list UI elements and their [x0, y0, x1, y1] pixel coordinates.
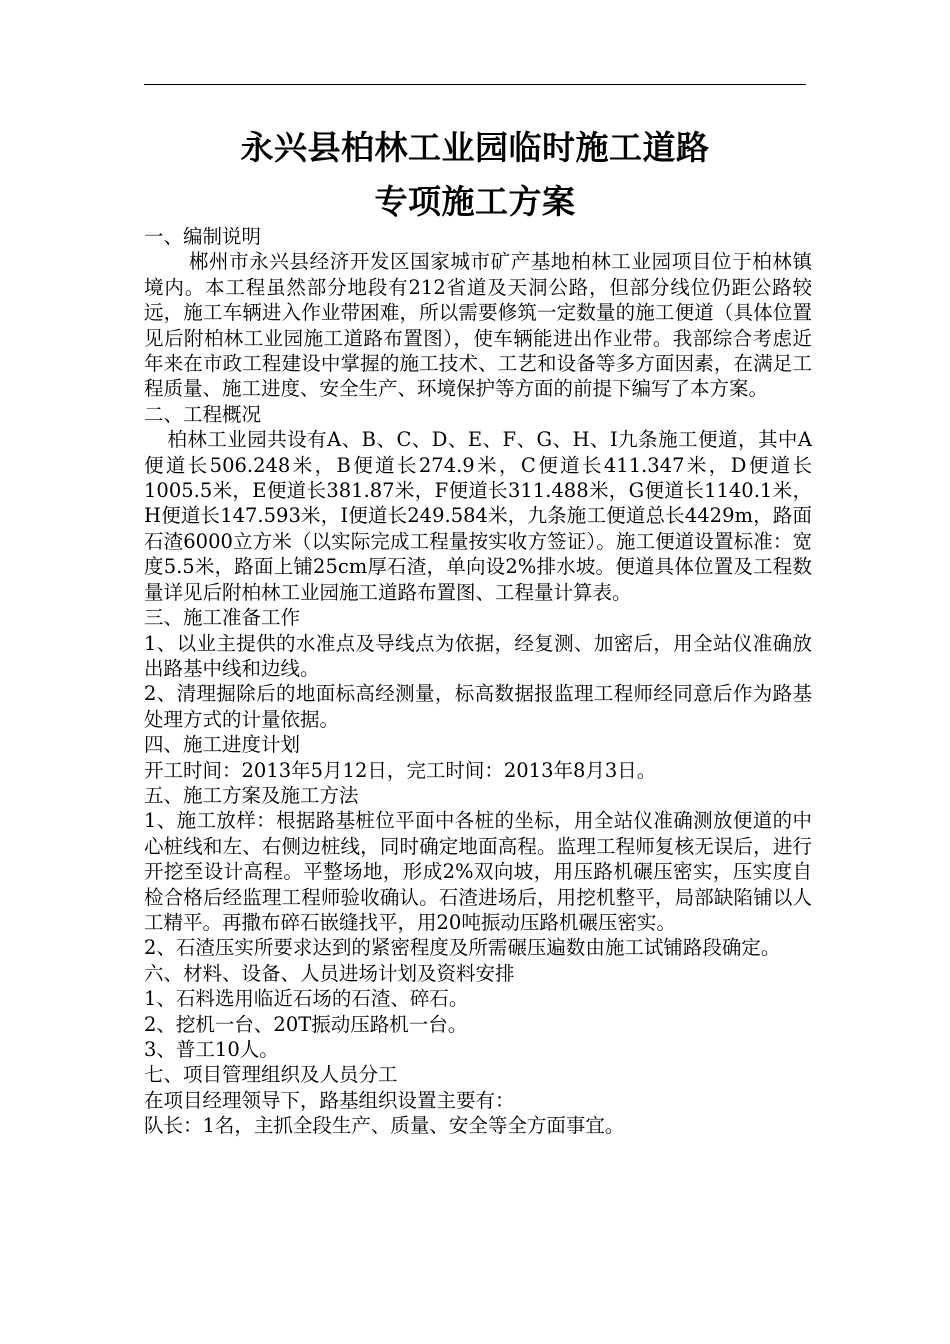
section-heading-7: 七、项目管理组织及人员分工 — [144, 1063, 398, 1087]
section-heading-3: 三、施工准备工作 — [144, 606, 301, 630]
section-heading-2: 二、工程概况 — [144, 402, 262, 426]
header-rule — [144, 84, 806, 85]
section-5-item-2: 2、石渣压实所要求达到的紧密程度及所需碾压遍数由施工试铺路段确定。 — [144, 936, 781, 960]
section-heading-1: 一、编制说明 — [144, 225, 262, 248]
section-7-item-2: 队长：1名，主抓全段生产、质量、安全等全方面事宜。 — [144, 1114, 625, 1138]
section-6-item-2: 2、挖机一台、20T振动压路机一台。 — [144, 1012, 468, 1036]
document-title-line2: 专项施工方案 — [374, 182, 576, 221]
section-4-schedule: 开工时间：2013年5月12日，完工时间：2013年8月3日。 — [144, 758, 657, 782]
section-1-paragraph: 郴州市永兴县经济开发区国家城市矿产基地柏林工业园项目位于柏林镇境内。本工程虽然部分地段有212省道及天洞公路，但部分线位仍距公路较远，施工车辆进入作业带困难，所以需要修筑一定数量的施工便道（具体位置见后附柏林工业园施工道路布置图），使车辆能进出作业带。我部综合考虑近年来在市政工程建设中掌握的施工技术、工艺和设备等多方面因素，在满足工程质量、施工进度、安全生产、环境保护等方面的前提下编写了本方案。 — [144, 250, 812, 401]
section-heading-5: 五、施工方案及施工方法 — [144, 783, 359, 807]
document-body — [144, 224, 812, 1139]
section-heading-6: 六、材料、设备、人员进场计划及资料安排 — [144, 961, 515, 985]
document-title-line1: 永兴县柏林工业园临时施工道路 — [240, 128, 710, 167]
section-6-item-3: 3、普工10人。 — [144, 1038, 279, 1061]
section-7-item-1: 在项目经理领导下，路基组织设置主要有： — [144, 1088, 515, 1112]
section-3-item-1: 1、以业主提供的水准点及导线点为依据，经复测、加密后，用全站仪准确放出路基中线和边线。 — [144, 631, 812, 680]
section-3-item-2: 2、清理掘除后的地面标高经测量，标高数据报监理工程师经同意后作为路基处理方式的计量依据。 — [144, 682, 812, 731]
section-2-paragraph: 柏林工业园共设有A、B、C、D、E、F、G、H、I九条施工便道，其中A便道长506.248米，B便道长274.9米，C便道长411.347米，D便道长1005.5米，E便道长381.87米，F便道长311.488米，G便道长1140.1米，H便道长147.593米，I便道长249.584米，九条施工便道总长4429m，路面石渣6000立方米（以实际完成工程量按实收方签证）。施工便道设置标准：宽度5.5米，路面上铺25cm厚石渣，单向设2%排水坡。便道具体位置及工程数量详见后附柏林工业园施工道路布置图、工程量计算表。 — [144, 428, 812, 604]
section-heading-4: 四、施工进度计划 — [144, 733, 301, 757]
section-5-item-1: 1、施工放样：根据路基桩位平面中各桩的坐标，用全站仪准确测放便道的中心桩线和左、右侧边桩线，同时确定地面高程。监理工程师复核无误后，进行开挖至设计高程。平整场地，形成2%双向坡，用压路机碾压密实，压实度自检合格后经监理工程师验收确认。石渣进场后，用挖机整平，局部缺陷铺以人工精平。再撒布碎石嵌缝找平，用20吨振动压路机碾压密实。 — [144, 809, 812, 934]
section-6-item-1: 1、石料选用临近石场的石渣、碎石。 — [144, 987, 469, 1011]
